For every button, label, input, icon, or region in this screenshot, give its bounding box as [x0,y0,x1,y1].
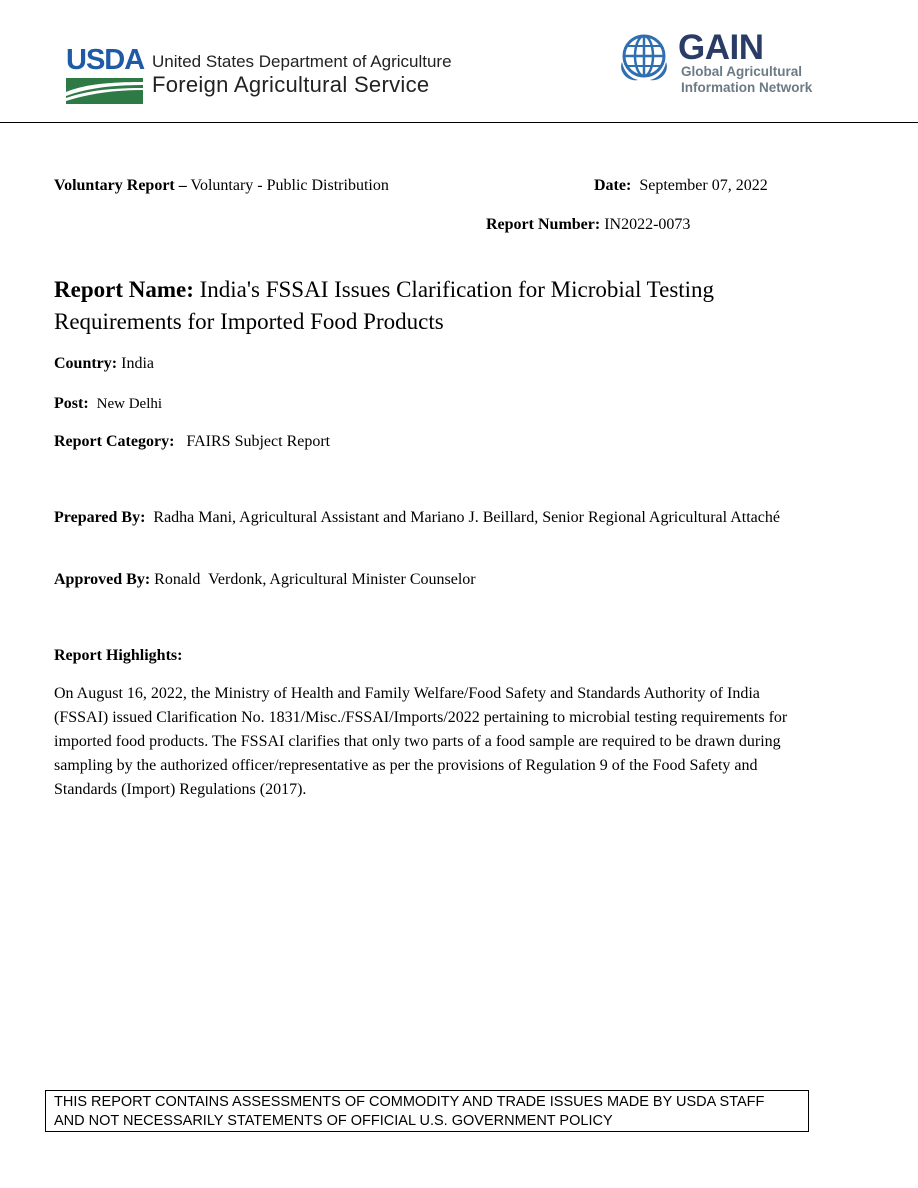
report-name-value-line1: India's FSSAI Issues Clarification for Microbial Testing [199,277,715,302]
approved-by-label: Approved By: [54,571,151,588]
report-country [54,354,154,374]
report-prepared-by [54,506,794,530]
disclaimer-box [45,1090,809,1132]
report-post [54,394,162,414]
header-divider [0,122,918,123]
usda-service-name: Foreign Agricultural Service [152,72,430,97]
report-type-value: Voluntary - Public Distribution [190,177,389,194]
country-label: Country: [54,355,118,372]
report-type [54,176,389,196]
gain-subtitle-line2: Information Network [681,80,813,95]
disclaimer-line2: AND NOT NECESSARILY STATEMENTS OF OFFICIAL U.S. GOVERNMENT POLICY [54,1113,613,1129]
page-header [0,0,918,124]
report-date [594,176,768,196]
country-value: India [121,355,154,372]
usda-department-name: United States Department of Agriculture [152,52,452,71]
gain-logo-subtitle [681,64,812,96]
report-approved-by [54,570,476,590]
report-date-value: September 07, 2022 [639,177,768,194]
report-highlights-text: On August 16, 2022, the Ministry of Health and Family Welfare/Food Safety and Standards Authority of India (FSSAI) issued Clarification No. 1831/Misc./FSSAI/Imports/2022 pertaining to microbial testing requirements for imported food products. The FSSAI clarifies that only two parts of a food sample are required to be drawn during sampling by the authorized officer/representative as per the provisions of Regulation 9 of the Food Safety and Standards (Import) Regulations (2017). [54,685,788,798]
disclaimer-line1: THIS REPORT CONTAINS ASSESSMENTS OF COMMODITY AND TRADE ISSUES MADE BY USDA STAFF [54,1094,765,1110]
usda-logo-wordmark: USDA [66,44,145,76]
category-label: Report Category: [54,433,175,450]
usda-logo-band-icon [66,78,143,104]
report-number [486,215,690,235]
gain-globe-icon [616,32,672,84]
approved-by-value: Ronald Verdonk, Agricultural Minister Counselor [154,571,476,588]
usda-agency-name [152,52,452,98]
prepared-by-label: Prepared By: [54,509,146,526]
report-number-value: IN2022-0073 [604,216,691,233]
prepared-by-value: Radha Mani, Agricultural Assistant and Mariano J. Beillard, Senior Regional Agricultural Attaché [153,509,780,526]
report-date-label: Date: [594,177,632,194]
category-value: FAIRS Subject Report [186,433,331,450]
report-highlights-heading [54,646,182,666]
report-name-value-line2: Requirements for Imported Food Products [54,309,444,334]
gain-subtitle-line1: Global Agricultural [681,64,803,79]
report-category [54,432,330,452]
gain-logo-title: GAIN [678,28,764,67]
post-label: Post: [54,395,89,412]
post-value: New Delhi [96,396,163,412]
highlights-label: Report Highlights: [54,647,183,664]
report-type-label: Voluntary Report – [54,177,187,194]
report-number-label: Report Number: [486,216,601,233]
report-name-label: Report Name: [54,277,194,302]
report-name [54,274,814,338]
